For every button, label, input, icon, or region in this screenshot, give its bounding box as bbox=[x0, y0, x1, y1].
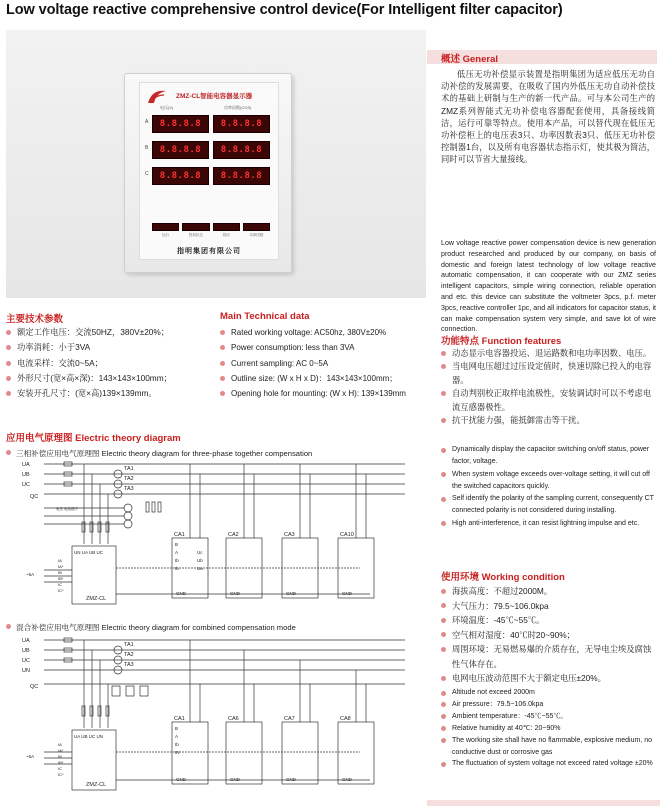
controller-pin: IA bbox=[58, 558, 62, 563]
list-item: 当电网电压超过过压设定值时，快速切除已投入的电容器。 bbox=[441, 360, 656, 387]
capacitor-label: CA1 bbox=[174, 532, 185, 538]
general-text-en: Low voltage reactive power compensation device is new generation product researched and produced by our company, on basis of domestic and foreign latest technology of low voltage reactive automatic compensation, it can cooperate with our ZMZ series intelligent capacitors, simple wiring connection, reliable operation and etc. this device can substitute the voltmeter 3pcs, p.f. meter 3pcs, reactive controller 1pc, and all indicators for capacitor status, it can make compensation system very simple, and save lot of wire connection. bbox=[441, 239, 656, 334]
list-item: Ambient temperature：-45℃~55℃。 bbox=[441, 711, 656, 723]
diagram2-caption: 混合补偿应用电气原理图 Electric theory diagram for combined compensation mode bbox=[6, 622, 296, 633]
features-title: 功能特点 Function features bbox=[441, 336, 562, 347]
display-row-b bbox=[152, 141, 270, 159]
tech-list-en bbox=[220, 325, 406, 401]
diagram-three-phase bbox=[0, 458, 420, 620]
controller-pin: IC* bbox=[58, 588, 64, 593]
capacitor-pin: Uc bbox=[197, 550, 203, 555]
electric-title: 应用电气原理图 Electric theory diagram bbox=[6, 433, 181, 444]
controller-pin: IC* bbox=[58, 772, 64, 777]
environment-list-cn bbox=[441, 584, 656, 686]
list-item: 功率消耗：小于3VA bbox=[6, 340, 172, 355]
capacitor-label: CA7 bbox=[284, 716, 295, 722]
diagram1-caption: 三相补偿应用电气原理图 Electric theory diagram for three-phase together compensation bbox=[6, 448, 312, 459]
list-item: 空气相对湿度：40℃时20~90%； bbox=[441, 628, 656, 643]
device-sub-right: 功率因数(COS) bbox=[224, 105, 252, 110]
ct-label: TA2 bbox=[124, 652, 134, 658]
list-item: Self identify the polarity of the sampling current, consequently CT connected polarity is not considered during installing. bbox=[441, 493, 659, 518]
list-item: High anti-interference, it can resist lightning impulse and etc. bbox=[441, 518, 659, 530]
list-item: 抗干扰能力强，能抵御雷击等干扰。 bbox=[441, 414, 656, 427]
general-header bbox=[427, 50, 657, 64]
list-item: When system voltage exceeds over-voltage setting, it will cut off the switched capacitors quickly. bbox=[441, 469, 659, 494]
list-item: Opening hole for mounting: (W x H): 139×139mm bbox=[220, 386, 406, 401]
led-value: 8.8.8.8 bbox=[159, 145, 202, 155]
gnd-label: GND bbox=[286, 591, 296, 596]
ct-label: TA3 bbox=[124, 662, 134, 668]
list-item: Relative humidity at 40℃: 20~90% bbox=[441, 723, 656, 735]
gnd-label: GND bbox=[176, 777, 186, 782]
list-item: 周围环境：无易燃易爆的介质存在，无导电尘埃及腐蚀性气体存在。 bbox=[441, 642, 656, 671]
bus-label: UA bbox=[22, 462, 30, 468]
bus-label: UA bbox=[22, 638, 30, 644]
led-value: 8.8.8.8 bbox=[159, 119, 202, 129]
list-item: Dynamically display the capacitor switching on/off status, power factor, voltage. bbox=[441, 444, 659, 469]
capacitor-label: CA3 bbox=[284, 532, 295, 538]
capacitor-pin: Ib bbox=[175, 566, 179, 571]
controller-top-label: UA UB UC UN bbox=[74, 734, 104, 739]
led-value: 8.8.8.8 bbox=[159, 171, 202, 181]
bottom-bar bbox=[427, 800, 660, 806]
list-item: Current sampling: AC 0~5A bbox=[220, 356, 406, 371]
list-item: 自动判别校正取样电流极性，安装调试时可以不考虑电流互感器极性。 bbox=[441, 387, 656, 414]
ct-label: TA2 bbox=[124, 476, 134, 482]
capacitor-label: CA1 bbox=[174, 716, 185, 722]
environment-list-en bbox=[441, 687, 656, 770]
features-list-en bbox=[441, 444, 659, 530]
gnd-label: GND bbox=[230, 591, 240, 596]
status-indicators bbox=[152, 223, 270, 231]
capacitor-pin: A bbox=[175, 734, 179, 739]
capacitor-label: CA8 bbox=[340, 716, 351, 722]
row-label-c: C bbox=[145, 171, 149, 177]
tech-list-cn bbox=[6, 325, 172, 401]
list-item: 电流采样：交流0~5A； bbox=[6, 356, 172, 371]
row-label-a: A bbox=[145, 119, 149, 125]
controller-side-label: ~5A bbox=[26, 572, 35, 577]
capacitor-pin: A bbox=[175, 550, 179, 555]
page-title: Low voltage reactive comprehensive control device(For Intelligent filter capacitor) bbox=[6, 2, 563, 18]
features-list-cn bbox=[441, 347, 656, 427]
general-text-cn: 低压无功补偿显示装置是指明集团为适应低压无功自动补偿的发展需要，在吸收了国内外低压无功自动补偿技术的基础上研制与生产的新一代产品。可与本公司生产的ZMZ系列智能式无功补偿电容器配套使用，具备接线简洁，运行可靠等特点。使用本产品，可以替代现在低压无功补偿柜上的电压表3只、功率因数表3只、低压无功补偿控制器1台，以及所有电容器状态指示灯，使其极为简洁，同时可以节省大量接线。 bbox=[441, 69, 655, 165]
gnd-label: GND bbox=[230, 777, 240, 782]
controller-model: ZMZ-CL bbox=[86, 596, 107, 602]
list-item: 外形尺寸(宽×高×深)：143×143×100mm； bbox=[6, 371, 172, 386]
list-item: Rated working voltage: AC50hz, 380V±20% bbox=[220, 325, 406, 340]
gnd-label: GND bbox=[176, 591, 186, 596]
controller-pin: IA* bbox=[58, 748, 64, 753]
product-photo bbox=[6, 30, 426, 298]
list-item: 电网电压波动范围不大于额定电压±20%。 bbox=[441, 671, 656, 686]
list-item: Air pressure：79.5~106.0kpa bbox=[441, 699, 656, 711]
led-value: 8.8.8.8 bbox=[220, 171, 263, 181]
list-item: The working site shall have no flammable, explosive medium, no conductive dust or corrosive gas bbox=[441, 735, 656, 759]
capacitor-pin: B bbox=[175, 542, 179, 547]
gnd-label: GND bbox=[342, 777, 352, 782]
list-item: Altitude not exceed 2000m bbox=[441, 687, 656, 699]
ct-label: TA1 bbox=[124, 466, 134, 472]
device-brand: 指明集团有限公司 bbox=[177, 248, 241, 255]
tech-title-cn: 主要技术参数 bbox=[6, 314, 64, 325]
display-row-c bbox=[152, 167, 270, 185]
list-item: Power consumption: less than 3VA bbox=[220, 340, 406, 355]
display-row-a bbox=[152, 115, 270, 133]
status-label: 功率因数 bbox=[249, 233, 264, 237]
capacitor-pin: Ua bbox=[197, 566, 203, 571]
environment-title: 使用环境 Working condition bbox=[441, 572, 565, 583]
status-label: 投切 bbox=[222, 233, 230, 237]
controller-top-label: UN UA UB UC bbox=[74, 550, 104, 555]
gnd-label: GND bbox=[286, 777, 296, 782]
capacitor-label: CA6 bbox=[228, 716, 239, 722]
gnd-label: GND bbox=[342, 591, 352, 596]
status-labels bbox=[152, 233, 270, 238]
controller-pin: IC bbox=[58, 766, 62, 771]
led-value: 8.8.8.8 bbox=[220, 119, 263, 129]
capacitor-pin: IN bbox=[175, 750, 180, 755]
bus-label: UB bbox=[22, 472, 30, 478]
capacitor-label: CA10 bbox=[340, 532, 354, 538]
controller-pin: IB bbox=[58, 754, 62, 759]
diagram-combined bbox=[0, 634, 420, 806]
general-title: 概述 General bbox=[441, 54, 499, 65]
controller-pin: IC bbox=[58, 582, 62, 587]
capacitor-pin: Ub bbox=[197, 558, 203, 563]
controller-device bbox=[124, 73, 292, 273]
status-label: 运行 bbox=[162, 233, 170, 237]
controller-pin: IA* bbox=[58, 564, 64, 569]
list-item: 额定工作电压：交流50HZ，380V±20%； bbox=[6, 325, 172, 340]
bus-label: UC bbox=[22, 658, 30, 664]
status-label: 投切状态 bbox=[188, 233, 203, 237]
list-item: 环境温度：-45℃~55℃。 bbox=[441, 613, 656, 628]
list-item: 大气压力：79.5~106.0kpa bbox=[441, 599, 656, 614]
device-sub-left: 电压(V) bbox=[160, 105, 174, 110]
list-item: 动态显示电容器投运、退运路数和电功率因数、电压。 bbox=[441, 347, 656, 360]
list-item: The fluctuation of system voltage not exceed rated voltage ±20% bbox=[441, 758, 656, 770]
tech-title-en: Main Technical data bbox=[220, 311, 310, 322]
bus-label: UN bbox=[22, 668, 30, 674]
ct-label: TA3 bbox=[124, 486, 134, 492]
controller-pin: IB* bbox=[58, 760, 64, 765]
controller-pin: IA bbox=[58, 742, 62, 747]
capacitor-pin: Ib bbox=[175, 558, 179, 563]
controller-side-label: ~5A bbox=[26, 754, 35, 759]
bus-label: UB bbox=[22, 648, 30, 654]
ct-label: TA1 bbox=[124, 642, 134, 648]
row-label-b: B bbox=[145, 145, 149, 151]
bus-label: QC bbox=[30, 684, 39, 690]
controller-model: ZMZ-CL bbox=[86, 782, 107, 788]
bus-label: QC bbox=[30, 494, 39, 500]
led-value: 8.8.8.8 bbox=[220, 145, 263, 155]
capacitor-label: CA2 bbox=[228, 532, 239, 538]
controller-pin: IB* bbox=[58, 576, 64, 581]
terminal-label: 电压 电流端子 bbox=[56, 507, 78, 511]
list-item: 海拔高度：不超过2000M。 bbox=[441, 584, 656, 599]
capacitor-pin: Ib bbox=[175, 742, 179, 747]
bus-label: UC bbox=[22, 482, 30, 488]
capacitor-pin: B bbox=[175, 726, 179, 731]
list-item: Outline size: (W x H x D)：143×143×100mm； bbox=[220, 371, 406, 386]
controller-pin: IB bbox=[58, 570, 62, 575]
brand-logo-icon bbox=[146, 87, 168, 105]
device-model: ZMZ-CL智能电容器显示器 bbox=[176, 93, 253, 100]
list-item: 安装开孔尺寸：(宽×高)139×139mm。 bbox=[6, 386, 172, 401]
